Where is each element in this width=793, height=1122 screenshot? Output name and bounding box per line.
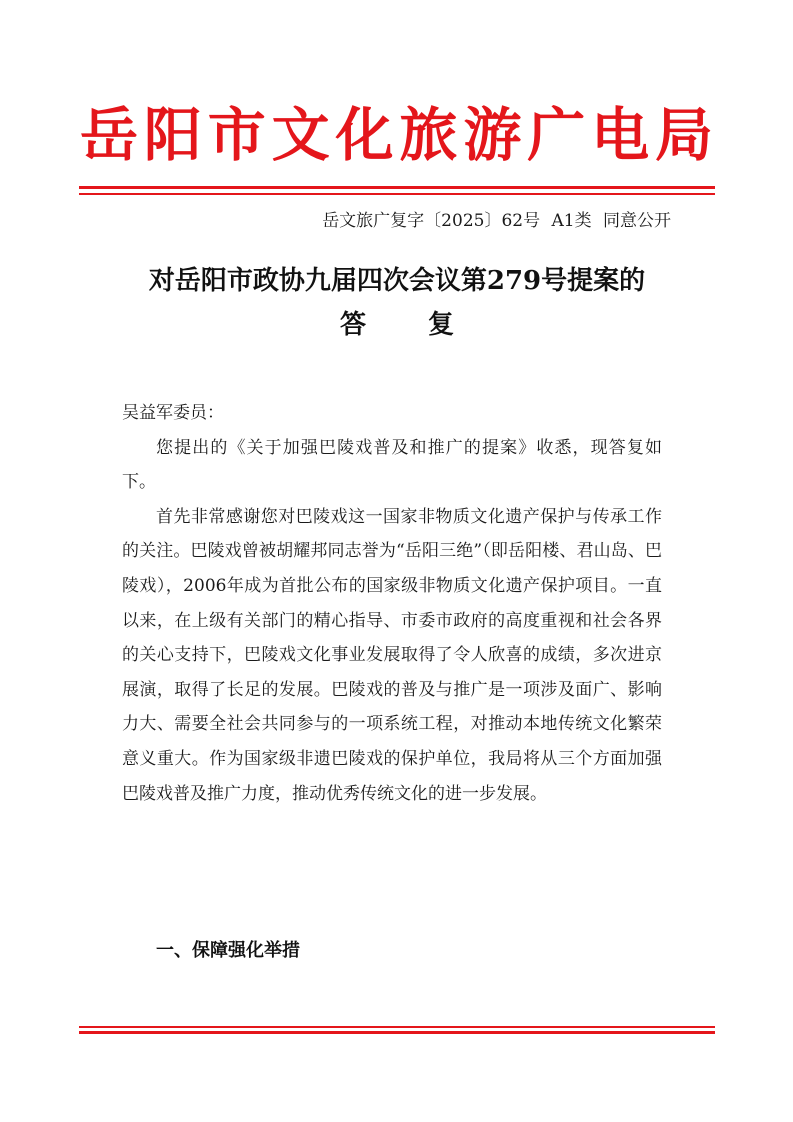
body-paragraph: 您提出的《关于加强巴陵戏普及和推广的提案》收悉，现答复如下。 bbox=[122, 437, 662, 493]
subtitle-char-1: 答 bbox=[339, 310, 366, 340]
masthead-rule-thin bbox=[79, 193, 715, 195]
salutation: 吴益军委员： bbox=[122, 403, 224, 423]
document-subtitle bbox=[80, 305, 714, 345]
masthead-rule-thick bbox=[79, 186, 715, 189]
document-title: 对岳阳市政协九届四次会议第279号提案的 bbox=[148, 266, 646, 296]
disclosure-status: 同意公开 bbox=[603, 211, 671, 231]
document-number: 岳文旅广复字〔2025〕62号 bbox=[322, 211, 541, 231]
footer-rule-thin bbox=[79, 1026, 715, 1028]
organization-masthead: 岳阳市文化旅游广电局 bbox=[80, 101, 714, 169]
subtitle-char-2: 复 bbox=[428, 310, 455, 340]
body-text bbox=[122, 396, 662, 811]
document-category: A1类 bbox=[551, 211, 592, 231]
body-paragraph: 首先非常感谢您对巴陵戏这一国家非物质文化遗产保护与传承工作的关注。巴陵戏曾被胡耀邦同志誉为“岳阳三绝”（即岳阳楼、君山岛、巴陵戏），2006年成为首批公布的国家级非物质文化遗产保护项目。一直以来，在上级有关部门的精心指导、市委市政府的高度重视和社会各界的关心支持下，巴陵戏文化事业发展取得了令人欣喜的成绩，多次进京展演，取得了长足的发展。巴陵戏的普及与推广是一项涉及面广、影响力大、需要全社会共同参与的一项系统工程，对推动本地传统文化繁荣意义重大。作为国家级非遗巴陵戏的保护单位，我局将从三个方面加强巴陵戏普及推广力度，推动优秀传统文化的进一步发展。 bbox=[122, 506, 662, 804]
footer-rule-thick bbox=[79, 1031, 715, 1034]
document-number-line bbox=[322, 207, 671, 235]
section-heading: 一、保障强化举措 bbox=[156, 940, 300, 961]
